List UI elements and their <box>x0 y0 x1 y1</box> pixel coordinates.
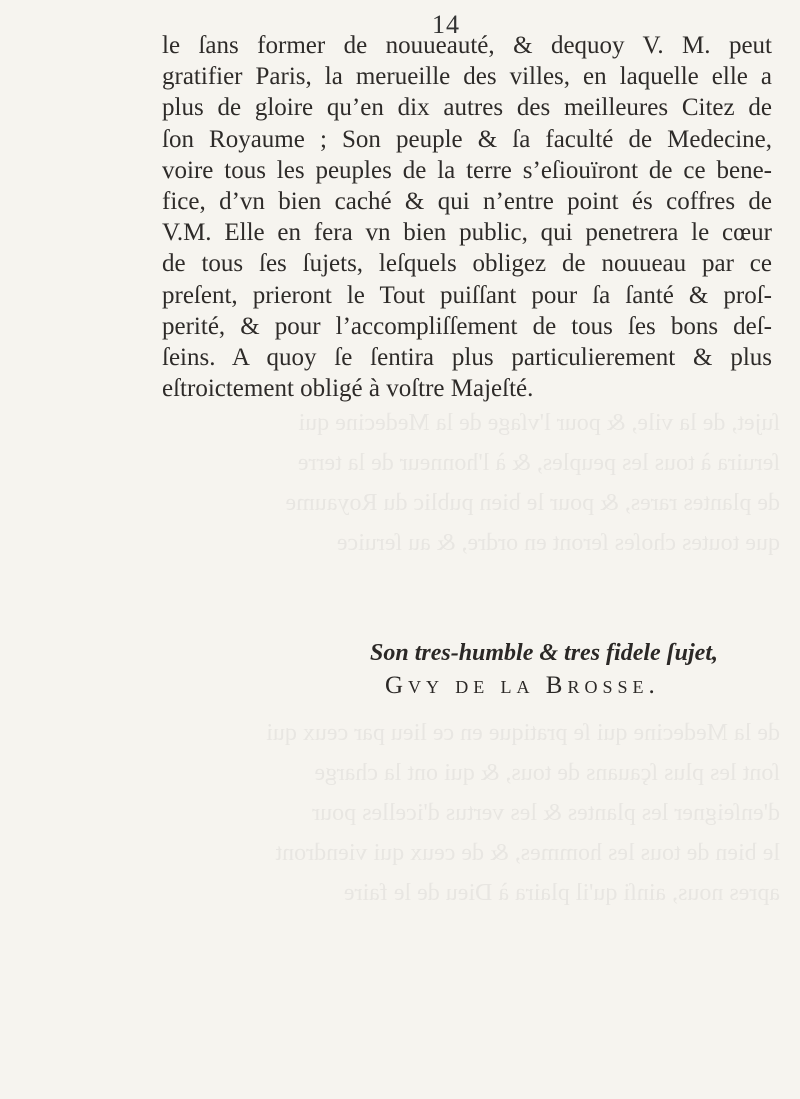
signature: Gvy de la Brosse. <box>385 672 660 699</box>
body-paragraph <box>162 30 772 404</box>
show-through-text: d'enſeigner les plantes & les vertus d'icelles pour <box>312 800 780 826</box>
text-line: V.M. Elle en fera vn bien public, qui penetrera le cœur <box>162 219 772 247</box>
text-line: fice, d’vn bien caché & qui n’entre point és coffres de <box>162 188 772 216</box>
closing-formula: Son tres-humble & tres fidele ſujet, <box>370 640 718 666</box>
show-through-text: ſeruira à tous les peuples, & à l'honneur de la terre <box>297 450 780 476</box>
page-number: 14 <box>432 10 460 39</box>
show-through-text: de plantes rares, & pour le bien public du Royaume <box>285 490 780 516</box>
show-through-text: de la Medecine qui ſe pratique en ce lieu par ceux qui <box>266 720 780 746</box>
show-through-text: ſont les plus ſçauans de tous, & qui ont la charge <box>314 760 780 786</box>
text-line: ſon Royaume ; Son peuple & ſa faculté de Medecine, <box>162 125 772 153</box>
text-line: de tous ſes ſujets, leſquels obligez de nouueau par ce <box>162 250 772 278</box>
text-line: plus de gloire qu’en dix autres des meilleures Citez de <box>162 94 772 122</box>
text-line: eſtroictement obligé à voſtre Majeſté. <box>162 375 534 403</box>
show-through-text: apres nous, ainſi qu'il plaira à Dieu de le faire <box>343 880 780 906</box>
text-line: perité, & pour l’accompliſſement de tous ſes bons deſ- <box>162 312 772 340</box>
text-line: voire tous les peuples de la terre s’eſiouïront de ce bene- <box>162 156 772 184</box>
text-line: preſent, prieront le Tout puiſſant pour ſa ſanté & proſ- <box>162 281 772 309</box>
show-through-text: le bien de tous les hommes, & de ceux qui viendront <box>275 840 780 866</box>
text-line: gratifier Paris, la merueille des villes, en laquelle elle a <box>162 63 772 91</box>
text-line: le ſans former de nouueauté, & dequoy V. M. peut <box>162 32 772 59</box>
show-through-text: ſujet, de la vile, & pour l'vſage de la Medecine qui <box>298 410 780 436</box>
text-line: ſeins. A quoy ſe ſentira plus particulierement & plus <box>162 344 772 372</box>
show-through-text: que toutes choſes ſeront en ordre, & au ſeruice <box>336 530 780 556</box>
